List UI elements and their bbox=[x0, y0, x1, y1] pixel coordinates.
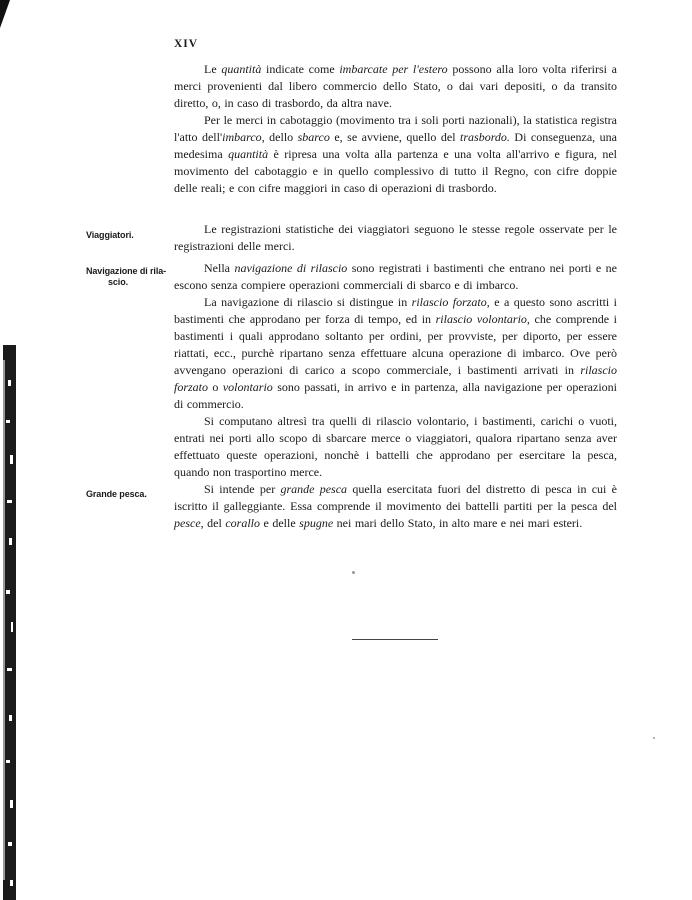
paragraph bbox=[174, 112, 617, 197]
text-run: nei mari dello Stato, in alto mare e nei mari esteri. bbox=[333, 516, 583, 530]
section-grande-pesca-text bbox=[174, 481, 617, 532]
paragraph bbox=[174, 481, 617, 532]
paragraph bbox=[174, 294, 617, 413]
text-run: e, se avviene, quello del bbox=[329, 130, 461, 144]
margin-label-navigazione-rilascio bbox=[86, 266, 170, 288]
section-viaggiatori-text bbox=[174, 221, 617, 255]
italic-text-run: imbarcate per l'estero bbox=[339, 62, 448, 76]
paragraph bbox=[174, 61, 617, 112]
paragraph bbox=[174, 413, 617, 481]
text-run: Nella bbox=[204, 261, 235, 275]
scan-binding-edge bbox=[0, 0, 18, 900]
italic-text-run: rilascio forzato bbox=[174, 363, 617, 394]
margin-label-line2: scio. bbox=[108, 277, 129, 287]
margin-label-grande-pesca: Grande pesca. bbox=[86, 489, 147, 499]
italic-text-run: spugne bbox=[299, 516, 334, 530]
margin-label-line1: Navigazione di rila- bbox=[86, 266, 167, 276]
scan-speck bbox=[352, 571, 355, 574]
italic-text-run: navigazione di rilascio bbox=[234, 261, 348, 275]
paragraph bbox=[174, 260, 617, 294]
text-run: è ripresa una volta alla partenza e una volta all'arrivo e figura, nel movimento del cabotaggio e in quello complessivo di tutto il Regno, con cifre doppie delle reali; e con cifre maggiori in caso di operazioni di trasbordo. bbox=[174, 147, 617, 195]
closing-rule bbox=[352, 639, 438, 640]
text-run: o bbox=[208, 380, 223, 394]
italic-text-run: quantità bbox=[221, 62, 262, 76]
paragraph bbox=[174, 221, 617, 255]
text-run: sono registrati i bastimenti che entrano nei porti e ne escono senza compiere operazioni commerciali di sbarco e di imbarco. bbox=[174, 261, 617, 292]
text-run: , dello bbox=[261, 130, 298, 144]
text-run: Si computano altresì tra quelli di rilascio volontario, i bastimenti, carichi o vuoti, entrati nei porti allo scopo di sbarcare merce o viaggiatori, qualora ripartano senza aver effettuato queste operazioni, nonchè i battelli che approdano per esercitare la pesca, quando non trasportino merce. bbox=[174, 414, 617, 479]
section-navigazione-text bbox=[174, 260, 617, 481]
italic-text-run: trasbordo. bbox=[460, 130, 510, 144]
text-run: Le bbox=[204, 62, 222, 76]
italic-text-run: pesce bbox=[174, 516, 201, 530]
italic-text-run: rilascio forzato bbox=[411, 295, 487, 309]
italic-text-run: corallo bbox=[225, 516, 260, 530]
text-run: Le registrazioni statistiche dei viaggiatori seguono le stesse regole osservate per le registrazioni delle merci. bbox=[174, 222, 617, 253]
italic-text-run: quantità bbox=[228, 147, 269, 161]
italic-text-run: volontario bbox=[222, 380, 273, 394]
text-run: indicate come bbox=[261, 62, 340, 76]
text-run: possono alla loro volta riferirsi a merci provenienti dal libero commercio dello Stato, o dai vari depositi, o da transito diretto, o, in caso di trasbordo, da altra nave. bbox=[174, 62, 617, 110]
text-run: Si intende per bbox=[204, 482, 281, 496]
italic-text-run: imbarco bbox=[222, 130, 262, 144]
text-run: Per le merci in cabotaggio (movimento tra i soli porti nazionali), la statistica registra l'atto dell' bbox=[174, 113, 617, 144]
scan-speck bbox=[653, 737, 655, 739]
italic-text-run: grande pesca bbox=[280, 482, 348, 496]
text-run: e delle bbox=[260, 516, 300, 530]
text-run: sono passati, in arrivo e in partenza, alla navigazione per operazioni di commercio. bbox=[174, 380, 618, 411]
text-run: , e a questo sono ascritti i bastimenti che approdano per forza di tempo, ed in bbox=[174, 295, 617, 326]
text-run: La navigazione di rilascio si distingue in bbox=[204, 295, 412, 309]
margin-label-viaggiatori: Viaggiatori. bbox=[86, 230, 134, 240]
italic-text-run: sbarco bbox=[297, 130, 330, 144]
text-run: , del bbox=[200, 516, 226, 530]
text-run: Di conseguenza, una medesima bbox=[174, 130, 617, 161]
page-number: XIV bbox=[174, 38, 199, 50]
text-run: quella esercitata fuori del distretto di pesca in cui è iscritto il galleggiante. Essa comprende il movimento dei battelli partiti per la pesca del bbox=[174, 482, 617, 513]
section-intro-text bbox=[174, 61, 617, 197]
text-run: , che comprende i bastimenti i quali approdano soltanto per ordini, per provviste, per diporto, per essere riattati, ecc., purchè ripartano senza effettuare alcuna operazione di imbarco. Ove però avvengano operazioni di carico a scopo commerciale, i bastimenti arrivati in bbox=[174, 312, 617, 377]
italic-text-run: rilascio volontario bbox=[435, 312, 527, 326]
